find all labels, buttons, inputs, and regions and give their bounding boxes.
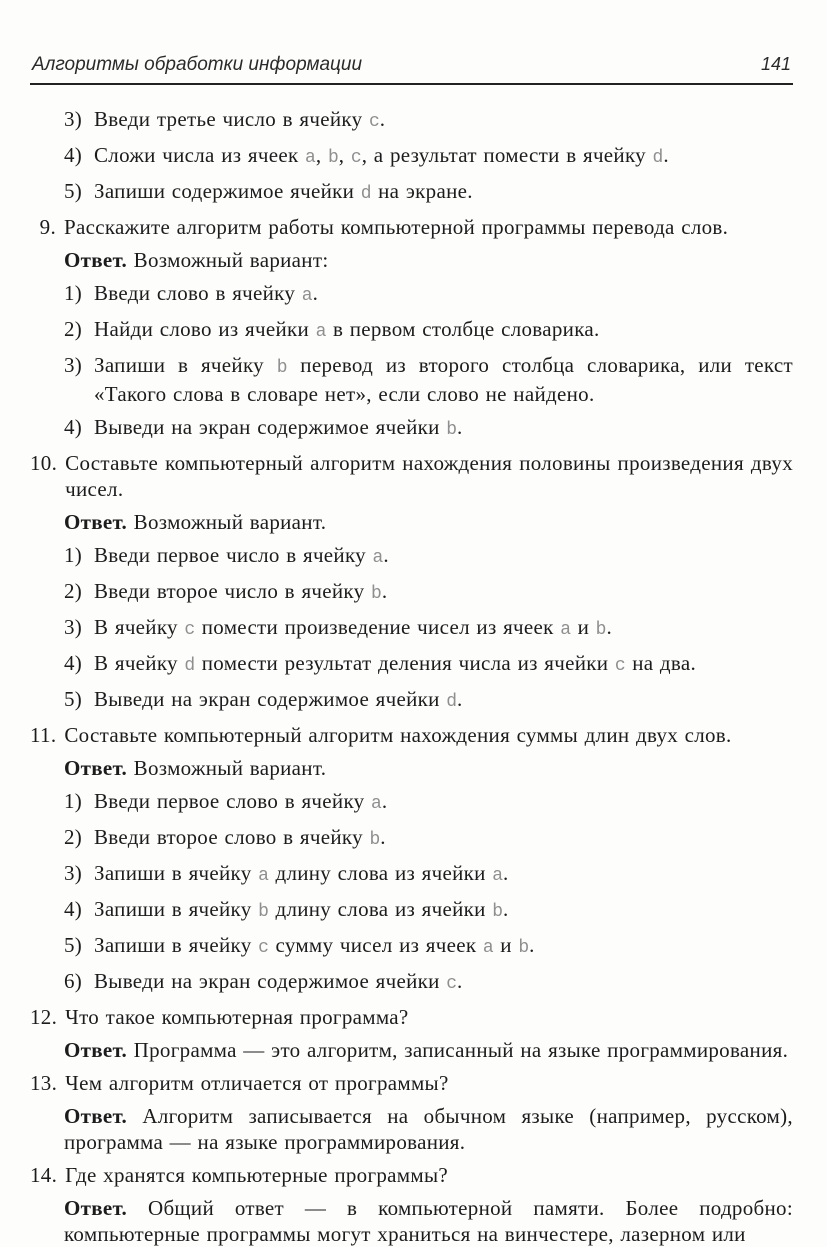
text-segment: Найди слово из ячейки bbox=[94, 317, 316, 341]
cell-letter: c bbox=[258, 938, 269, 958]
item-marker: 2) bbox=[64, 317, 83, 341]
item-text bbox=[94, 316, 793, 345]
text-segment: . bbox=[457, 687, 463, 711]
item-text bbox=[94, 824, 793, 853]
cell-letter: b bbox=[492, 902, 504, 922]
item-text bbox=[65, 450, 793, 502]
cell-letter: d bbox=[446, 692, 458, 712]
item-marker: 3) bbox=[64, 107, 83, 131]
cell-letter: a bbox=[372, 548, 384, 568]
text-segment: в первом столбце словарика. bbox=[326, 317, 600, 341]
item-text bbox=[94, 860, 793, 889]
text-segment: . bbox=[503, 897, 509, 921]
step-item bbox=[64, 352, 793, 407]
item-text bbox=[94, 614, 793, 643]
question-item bbox=[30, 1162, 793, 1188]
step-item bbox=[64, 968, 793, 997]
text-segment: помести произведение чисел из ячеек bbox=[195, 615, 561, 639]
text-segment: Введи первое слово в ячейку bbox=[94, 789, 371, 813]
item-marker: 13. bbox=[30, 1071, 58, 1095]
text-segment: Возможный вариант. bbox=[133, 756, 327, 780]
step-item bbox=[64, 280, 793, 309]
item-text bbox=[64, 247, 793, 273]
item-marker: 2) bbox=[64, 825, 83, 849]
text-segment: В ячейку bbox=[94, 651, 185, 675]
item-marker: 12. bbox=[30, 1005, 58, 1029]
step-item bbox=[64, 614, 793, 643]
question-item bbox=[30, 214, 793, 240]
step-item bbox=[64, 414, 793, 443]
text-segment: . bbox=[379, 107, 386, 131]
text-segment: на два. bbox=[625, 651, 697, 675]
cell-letter: b bbox=[276, 358, 288, 378]
item-text bbox=[64, 1037, 793, 1063]
text-segment: В ячейку bbox=[94, 615, 185, 639]
text-segment: длину слова из ячейки bbox=[268, 861, 493, 885]
header-rule bbox=[30, 83, 793, 85]
question-item bbox=[30, 722, 793, 748]
item-marker: 2) bbox=[64, 579, 83, 603]
cell-letter: b bbox=[518, 938, 530, 958]
text-segment: Запиши в ячейку bbox=[94, 897, 259, 921]
step-item bbox=[64, 932, 793, 961]
cell-letter: a bbox=[492, 866, 504, 886]
text-segment: на экране. bbox=[371, 179, 473, 203]
item-text bbox=[94, 142, 793, 171]
cell-letter: c bbox=[368, 112, 380, 132]
text-segment: сумму чисел из ячеек bbox=[268, 933, 483, 957]
item-text bbox=[64, 755, 793, 781]
text-segment: Расскажите алгоритм работы компьютерной программы перевода слов. bbox=[64, 215, 729, 239]
step-item bbox=[64, 686, 793, 715]
text-segment: Запиши в ячейку bbox=[94, 861, 259, 885]
step-item bbox=[64, 106, 793, 135]
item-text bbox=[94, 896, 793, 925]
cell-letter: d bbox=[360, 184, 372, 204]
text-segment: Запиши в ячейку bbox=[94, 353, 277, 377]
item-text bbox=[64, 1195, 793, 1247]
answer-paragraph bbox=[64, 1195, 793, 1247]
step-item bbox=[64, 650, 793, 679]
item-text bbox=[94, 788, 793, 817]
text-segment: Чем алгоритм отличается от программы? bbox=[65, 1071, 449, 1095]
item-text bbox=[64, 509, 793, 535]
text-segment: , bbox=[315, 143, 328, 167]
step-item bbox=[64, 316, 793, 345]
item-marker: 4) bbox=[64, 143, 83, 167]
page-header bbox=[30, 54, 793, 76]
page-content bbox=[30, 106, 793, 1247]
cell-letter: c bbox=[446, 974, 458, 994]
cell-letter: b bbox=[371, 584, 382, 604]
question-item bbox=[30, 1004, 793, 1030]
cell-letter: d bbox=[184, 656, 196, 676]
item-marker: 1) bbox=[64, 789, 83, 813]
item-text bbox=[65, 1004, 793, 1030]
item-text bbox=[64, 214, 793, 240]
item-marker: 11. bbox=[30, 723, 57, 747]
text-segment: Запиши содержимое ячейки bbox=[94, 179, 361, 203]
cell-letter: c bbox=[184, 620, 196, 640]
text-segment: . bbox=[457, 415, 463, 439]
text-segment: Алгоритм записывается на обычном языке (например, русском), программа — на языке программирования. bbox=[64, 1104, 793, 1154]
answer-label: Ответ. bbox=[64, 1038, 128, 1062]
text-segment: перевод из второго столбца словарика, или текст «Такого слова в словаре нет», если слово не найдено. bbox=[94, 353, 793, 406]
text-segment: . bbox=[606, 615, 613, 639]
text-segment: помести результат деления числа из ячейки bbox=[195, 651, 615, 675]
answer-paragraph bbox=[64, 1103, 793, 1155]
cell-letter: b bbox=[446, 420, 458, 440]
text-segment: Введи первое число в ячейку bbox=[94, 543, 373, 567]
answer-label: Ответ. bbox=[64, 756, 128, 780]
question-item bbox=[30, 450, 793, 502]
chapter-title: Алгоритмы обработки информации bbox=[32, 54, 363, 75]
text-segment: . bbox=[529, 933, 535, 957]
item-text bbox=[65, 1070, 793, 1096]
text-segment: . bbox=[663, 143, 669, 167]
item-marker: 3) bbox=[64, 615, 83, 639]
text-segment: Общий ответ — в компьютерной памяти. Более подробно: компьютерные программы могут храниться на винчестере, лазерном или bbox=[64, 1196, 793, 1246]
text-segment: Составьте компьютерный алгоритм нахождения суммы длин двух слов. bbox=[64, 723, 732, 747]
cell-letter: b bbox=[327, 148, 339, 168]
text-segment: . bbox=[381, 579, 388, 603]
text-segment: Составьте компьютерный алгоритм нахождения половины произведения двух чисел. bbox=[65, 451, 793, 501]
text-segment: . bbox=[380, 825, 386, 849]
text-segment: . bbox=[503, 861, 509, 885]
item-text bbox=[94, 932, 793, 961]
item-marker: 10. bbox=[30, 451, 58, 475]
item-marker: 4) bbox=[64, 415, 83, 439]
item-text bbox=[64, 722, 793, 748]
step-item bbox=[64, 824, 793, 853]
text-segment: Выведи на экран содержимое ячейки bbox=[94, 415, 447, 439]
step-item bbox=[64, 578, 793, 607]
item-text bbox=[94, 686, 793, 715]
item-text bbox=[64, 1103, 793, 1155]
item-marker: 3) bbox=[64, 353, 83, 377]
step-item bbox=[64, 860, 793, 889]
cell-letter: d bbox=[652, 148, 664, 168]
item-marker: 4) bbox=[64, 651, 83, 675]
text-segment: Введи второе слово в ячейку bbox=[94, 825, 370, 849]
answer-paragraph bbox=[64, 509, 793, 535]
answer-paragraph bbox=[64, 755, 793, 781]
step-item bbox=[64, 178, 793, 207]
cell-letter: a bbox=[258, 866, 269, 886]
step-item bbox=[64, 896, 793, 925]
item-marker: 1) bbox=[64, 281, 83, 305]
item-text bbox=[94, 280, 793, 309]
item-text bbox=[65, 1162, 793, 1188]
text-segment: Введи слово в ячейку bbox=[94, 281, 302, 305]
text-segment: и bbox=[493, 933, 519, 957]
page-number: 141 bbox=[760, 54, 791, 74]
answer-paragraph bbox=[64, 1037, 793, 1063]
answer-paragraph bbox=[64, 247, 793, 273]
text-segment: , а результат помести в ячейку bbox=[361, 143, 653, 167]
cell-letter: c bbox=[614, 656, 626, 676]
text-segment: Выведи на экран содержимое ячейки bbox=[94, 969, 447, 993]
item-marker: 14. bbox=[30, 1163, 58, 1187]
item-marker: 6) bbox=[64, 969, 83, 993]
answer-label: Ответ. bbox=[64, 510, 128, 534]
item-marker: 3) bbox=[64, 861, 83, 885]
item-text bbox=[94, 414, 793, 443]
item-text bbox=[94, 542, 793, 571]
item-text bbox=[94, 352, 793, 407]
item-text bbox=[94, 578, 793, 607]
cell-letter: b bbox=[595, 620, 607, 640]
step-item bbox=[64, 542, 793, 571]
text-segment: . bbox=[312, 281, 319, 305]
item-marker: 1) bbox=[64, 543, 83, 567]
item-marker: 9. bbox=[39, 215, 56, 239]
text-segment: Введи второе число в ячейку bbox=[94, 579, 371, 603]
cell-letter: a bbox=[315, 322, 327, 342]
text-segment: Возможный вариант. bbox=[133, 510, 327, 534]
text-segment: . bbox=[383, 543, 389, 567]
text-segment: Что такое компьютерная программа? bbox=[65, 1005, 409, 1029]
text-segment: Выведи на экран содержимое ячейки bbox=[94, 687, 447, 711]
answer-label: Ответ. bbox=[64, 1104, 128, 1128]
text-segment: Возможный вариант: bbox=[133, 248, 329, 272]
text-segment: Запиши в ячейку bbox=[94, 933, 259, 957]
text-segment: Введи третье число в ячейку bbox=[94, 107, 369, 131]
cell-letter: a bbox=[305, 148, 316, 168]
text-segment: и bbox=[571, 615, 596, 639]
item-text bbox=[94, 178, 793, 207]
question-item bbox=[30, 1070, 793, 1096]
text-segment: Где хранятся компьютерные программы? bbox=[65, 1163, 449, 1187]
cell-letter: a bbox=[371, 794, 382, 814]
step-item bbox=[64, 788, 793, 817]
cell-letter: a bbox=[482, 938, 494, 958]
text-segment: Сложи числа из ячеек bbox=[94, 143, 306, 167]
answer-label: Ответ. bbox=[64, 248, 128, 272]
cell-letter: b bbox=[369, 830, 381, 850]
text-segment: Программа — это алгоритм, записанный на языке программирования. bbox=[133, 1038, 789, 1062]
text-segment: , bbox=[338, 143, 351, 167]
step-item bbox=[64, 142, 793, 171]
item-marker: 5) bbox=[64, 179, 83, 203]
text-segment: . bbox=[381, 789, 388, 813]
cell-letter: b bbox=[258, 902, 269, 922]
text-segment: . bbox=[457, 969, 463, 993]
text-segment: длину слова из ячейки bbox=[268, 897, 493, 921]
answer-label: Ответ. bbox=[64, 1196, 128, 1220]
item-marker: 5) bbox=[64, 687, 83, 711]
item-marker: 5) bbox=[64, 933, 83, 957]
item-text bbox=[94, 106, 793, 135]
cell-letter: c bbox=[350, 148, 362, 168]
item-text bbox=[94, 968, 793, 997]
cell-letter: a bbox=[560, 620, 572, 640]
cell-letter: a bbox=[301, 286, 313, 306]
item-marker: 4) bbox=[64, 897, 83, 921]
item-text bbox=[94, 650, 793, 679]
